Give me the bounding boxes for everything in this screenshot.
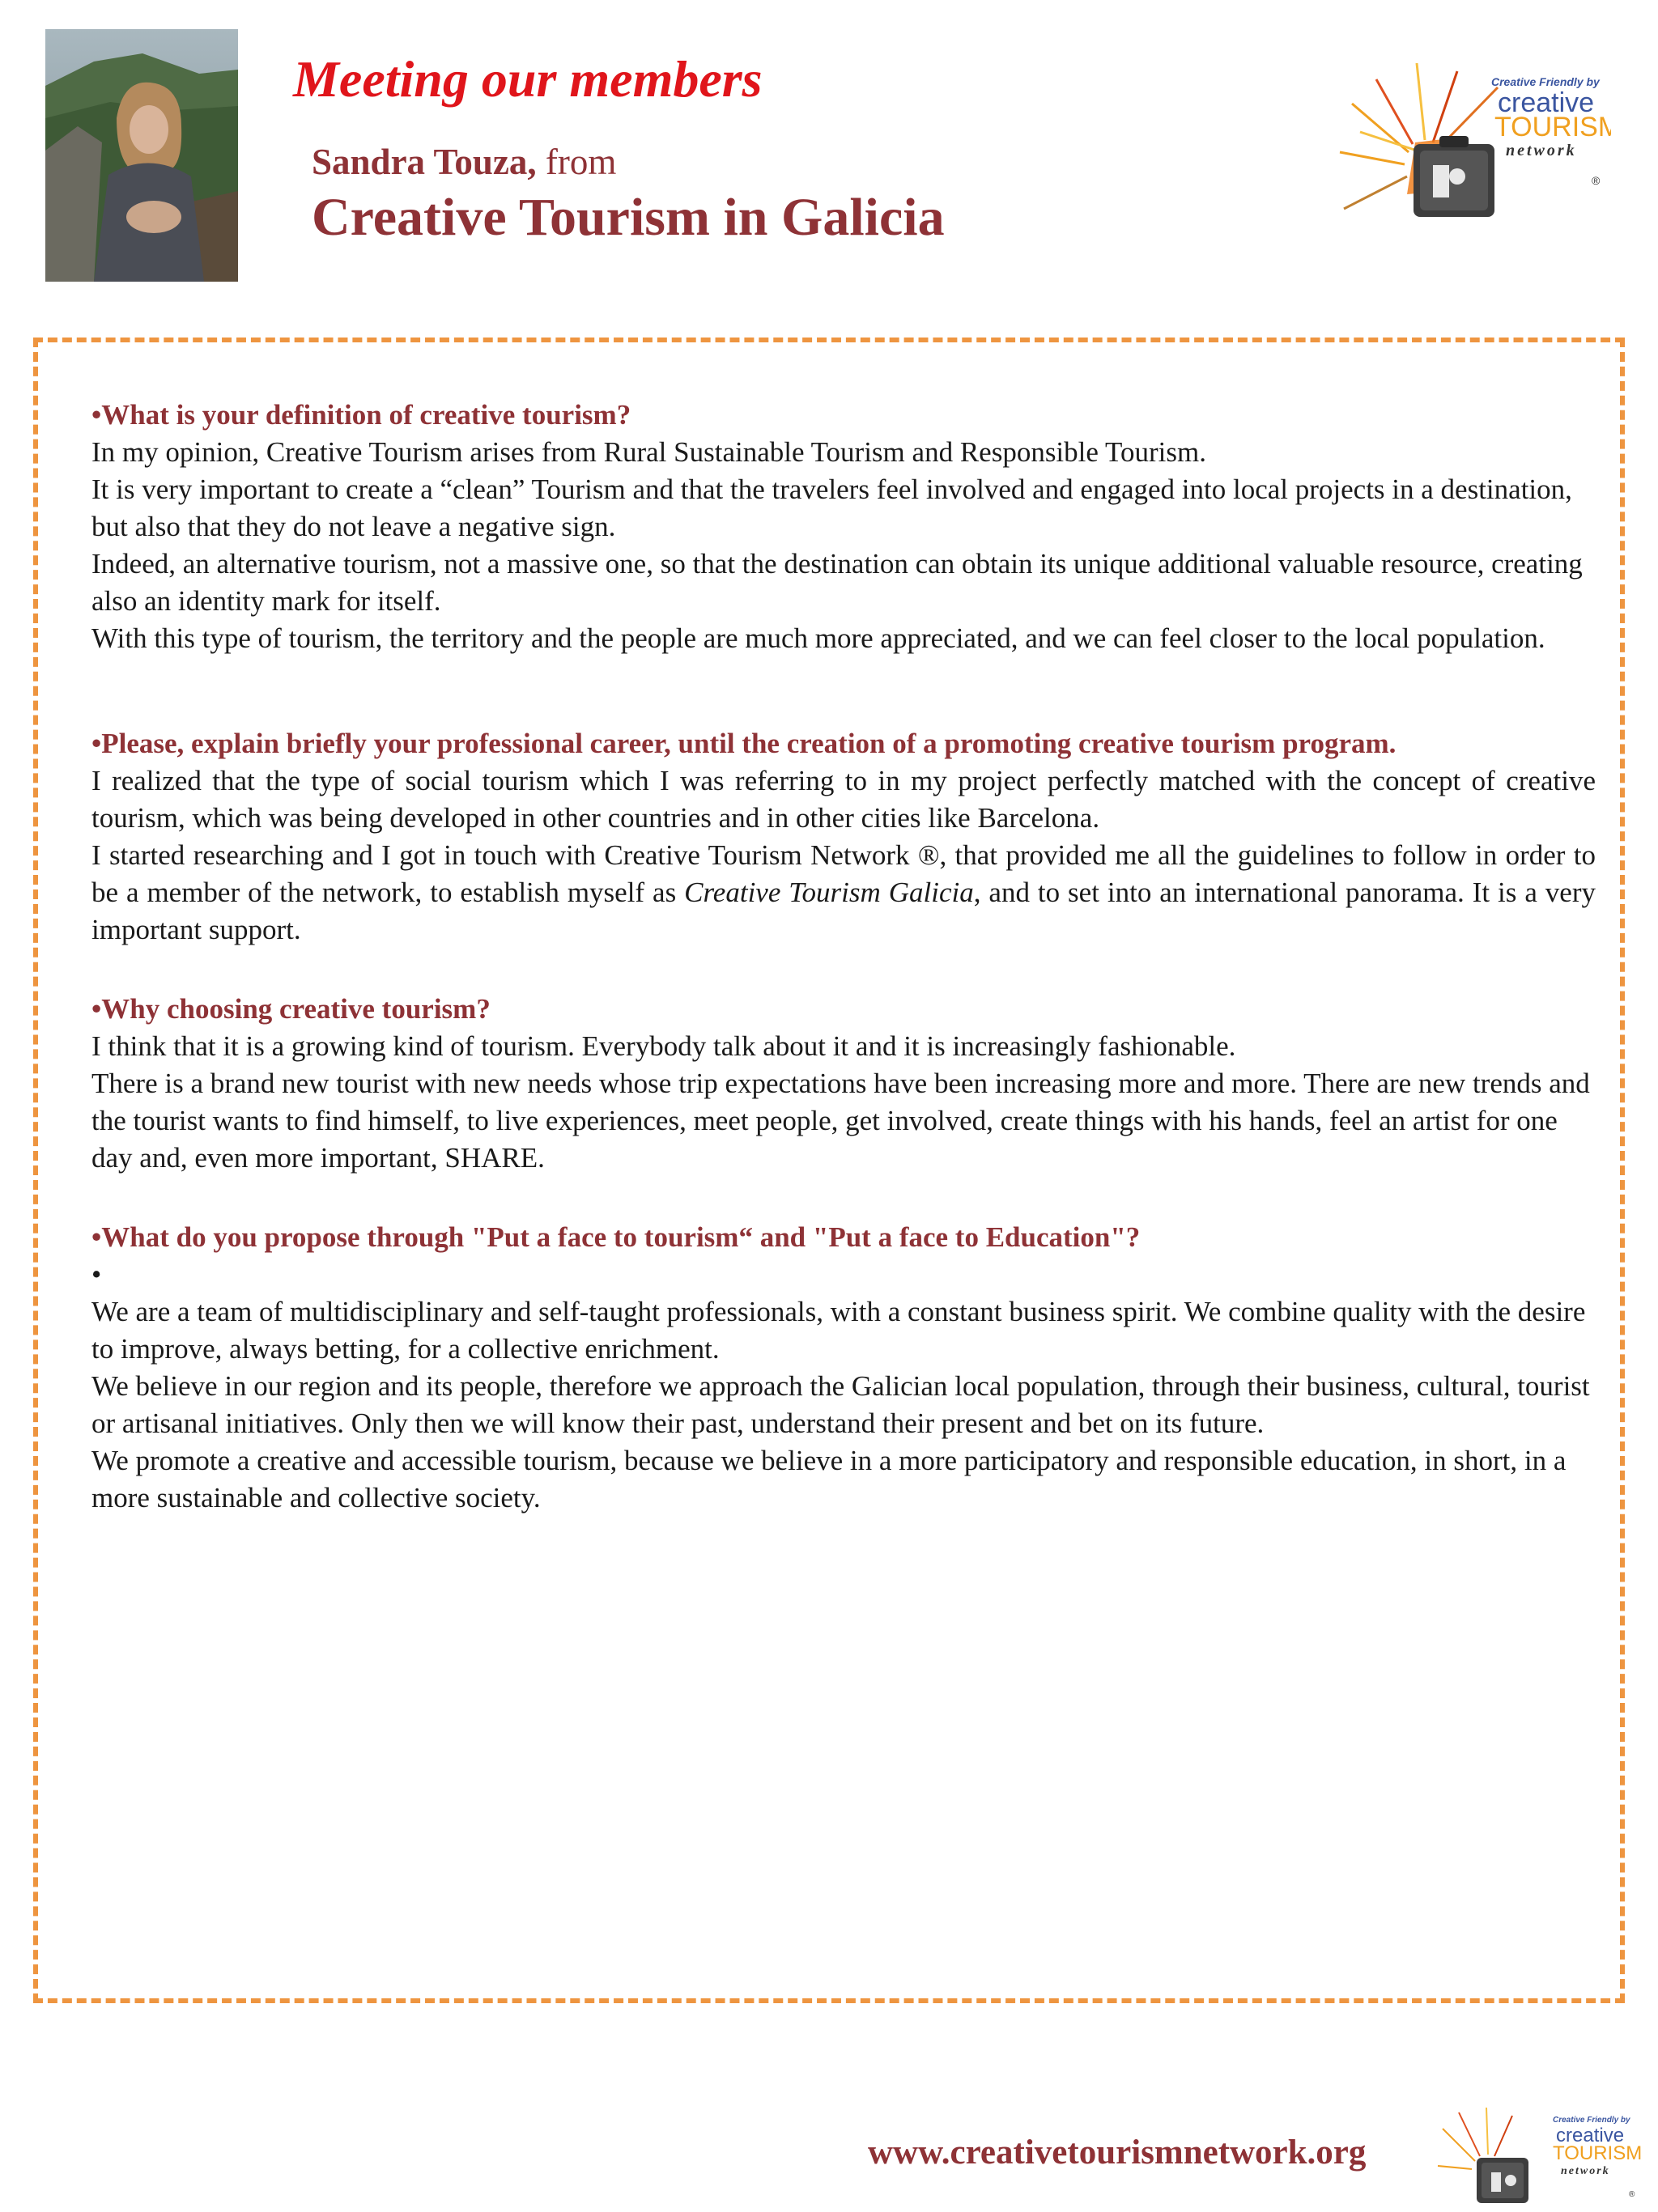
logo-line4: network bbox=[1506, 142, 1577, 159]
logo-footer-line4: network bbox=[1561, 2165, 1610, 2177]
logo-footer-line1: Creative Friendly by bbox=[1553, 2116, 1630, 2125]
answer-2-para-1: I realized that the type of social tourism which I was referring to in my project perfectly matched with the concept of creative tourism, which was being developed in other countries and in other cities like Barcelona. bbox=[91, 765, 1596, 834]
logo-line2: creative bbox=[1498, 87, 1595, 118]
suitcase-logo-icon bbox=[1336, 55, 1611, 233]
member-photo bbox=[45, 29, 238, 282]
member-name: Sandra Touza, bbox=[312, 142, 537, 182]
organization-name: Creative Tourism in Galicia bbox=[312, 188, 945, 247]
interview-content bbox=[91, 397, 1596, 1517]
question-4: •What do you propose through "Put a face to tourism“ and "Put a face to Education"? bbox=[91, 1221, 1141, 1253]
answer-3-para-2: There is a brand new tourist with new needs whose trip expectations have been increasing more and more. There are new trends and the tourist wants to find himself, to live experiences, meet people, get involved, create things with his hands, feel an artist for one day and, even more important, SHARE. bbox=[91, 1068, 1590, 1174]
logo-footer-line3: TOURISM bbox=[1553, 2142, 1643, 2164]
answer-2-italic-name: Creative Tourism Galicia bbox=[684, 877, 974, 908]
answer-4-bullet: • bbox=[91, 1259, 102, 1290]
logo-line1: Creative Friendly by bbox=[1491, 75, 1600, 88]
logo-footer-line2: creative bbox=[1556, 2125, 1625, 2146]
creative-tourism-logo-footer bbox=[1435, 2104, 1645, 2208]
member-photo-image bbox=[45, 29, 238, 282]
answer-1-para-3: Indeed, an alternative tourism, not a massive one, so that the destination can obtain its unique additional valuable resource, creating also an identity mark for itself. bbox=[91, 548, 1583, 617]
logo-reg: ® bbox=[1592, 174, 1601, 187]
answer-2-para-2-start: I started researching and I got in touch with Creative Tourism Network ®, that provided me all the guidelines to follow in order to be a member of the network, to establish myself as bbox=[91, 839, 1596, 908]
answer-2-para-2 bbox=[91, 837, 1596, 949]
answer-1-para-2: It is very important to create a “clean” Tourism and that the travelers feel involved and engaged into local projects in a destination, but also that they do not leave a negative sign. bbox=[91, 473, 1572, 542]
creative-tourism-logo bbox=[1336, 55, 1611, 233]
question-3: •Why choosing creative tourism? bbox=[91, 993, 491, 1025]
suitcase-logo-footer-icon bbox=[1435, 2104, 1645, 2208]
logo-line3: TOURISM bbox=[1494, 112, 1611, 142]
answer-2-para-2-end: , and to set into an international panorama. It is a very important support. bbox=[91, 877, 1596, 945]
answer-4-para-3: We promote a creative and accessible tourism, because we believe in a more participatory and responsible education, in short, in a more sustainable and collective society. bbox=[91, 1445, 1567, 1514]
answer-1-para-1: In my opinion, Creative Tourism arises from Rural Sustainable Tourism and Responsible Tourism. bbox=[91, 436, 1206, 468]
question-2: •Please, explain briefly your professional career, until the creation of a promoting creative tourism program. bbox=[91, 728, 1397, 759]
member-subtitle bbox=[312, 144, 616, 180]
answer-1-para-4: With this type of tourism, the territory and the people are much more appreciated, and we can feel closer to the local population. bbox=[91, 622, 1545, 654]
answer-4-para-2: We believe in our region and its people, therefore we approach the Galician local population, through their business, cultural, tourist or artisanal initiatives. Only then we will know their past, understand their present and bet on its future. bbox=[91, 1370, 1590, 1439]
question-1: •What is your definition of creative tourism? bbox=[91, 399, 631, 431]
answer-3-para-1: I think that it is a growing kind of tourism. Everybody talk about it and it is increasingly fashionable. bbox=[91, 1030, 1236, 1062]
page-title: Meeting our members bbox=[293, 50, 763, 108]
logo-footer-reg: ® bbox=[1629, 2190, 1635, 2199]
footer-website-link[interactable]: www.creativetourismnetwork.org bbox=[868, 2133, 1367, 2172]
from-word: from bbox=[545, 142, 617, 182]
answer-4-para-1: We are a team of multidisciplinary and self-taught professionals, with a constant business spirit. We combine quality with the desire to improve, always betting, for a collective enrichment. bbox=[91, 1296, 1586, 1365]
